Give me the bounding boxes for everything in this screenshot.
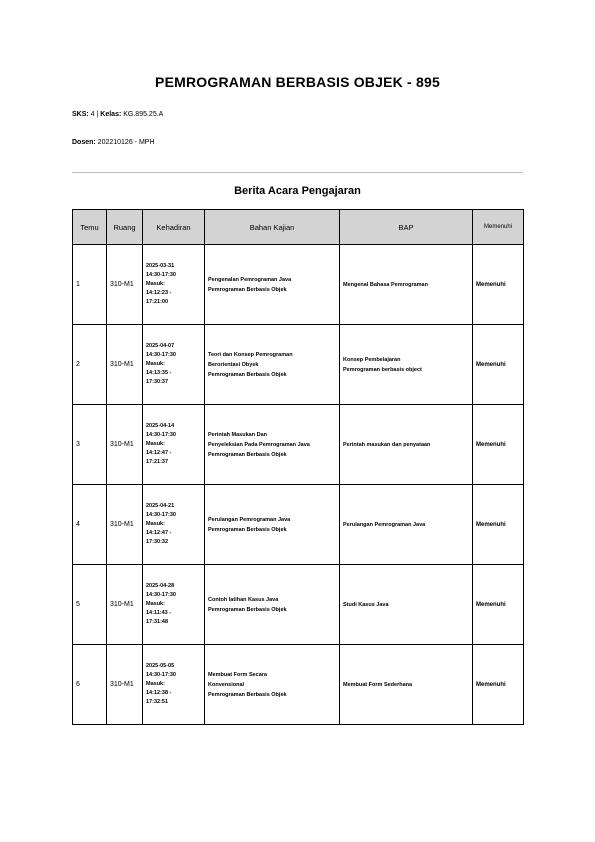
table-row [73, 565, 524, 645]
cell-temu: 4 [73, 485, 107, 565]
kehadiran-schedule: 14:30-17:30 [146, 432, 176, 438]
col-header-bap: BAP [340, 210, 473, 245]
cell-temu: 5 [73, 565, 107, 645]
cell-kehadiran [143, 565, 205, 645]
bahan-line-2: Pemrograman Berbasis Objek [208, 606, 287, 613]
cell-ruang: 310-M1 [107, 645, 143, 725]
section-title: Berita Acara Pengajaran [234, 185, 361, 197]
kehadiran-in-time: 14:12:23 - [146, 290, 172, 296]
kehadiran-in-time: 14:12:47 - [146, 530, 172, 536]
cell-kehadiran [143, 485, 205, 565]
kehadiran-out-time: 17:21:37 [146, 459, 169, 465]
dosen-label: Dosen: [72, 139, 96, 146]
kehadiran-out-time: 17:30:32 [146, 539, 169, 545]
bahan-line-2: Berorientasi Obyek [208, 361, 259, 368]
bap-line-1: Konsep Pembelajaran [343, 356, 401, 363]
bap-line-2: Pemrograman berbasis object [343, 366, 422, 373]
bap-line-1: Perulangan Pemrograman Java [343, 521, 426, 528]
bahan-line-2: Pemrograman Berbasis Objek [208, 286, 287, 293]
kehadiran-date: 2025-04-07 [146, 343, 175, 349]
kehadiran-masuk-label: Masuk: [146, 361, 165, 367]
cell-memenuhi: Memenuhi [473, 405, 524, 485]
kehadiran-in-time: 14:12:38 - [146, 690, 172, 696]
kehadiran-in-time: 14:12:47 - [146, 450, 172, 456]
col-header-temu: Temu [73, 210, 107, 245]
cell-kehadiran [143, 245, 205, 325]
cell-kehadiran [143, 645, 205, 725]
kehadiran-date: 2025-03-31 [146, 263, 175, 269]
kehadiran-out-time: 17:32:51 [146, 699, 169, 705]
bahan-line-1: Perulangan Pemrograman Java [208, 516, 291, 523]
kehadiran-schedule: 14:30-17:30 [146, 592, 176, 598]
kehadiran-in-time: 14:13:35 - [146, 370, 172, 376]
divider [72, 172, 523, 173]
cell-bap [340, 645, 473, 725]
cell-bap [340, 485, 473, 565]
cell-bahan-kajian [205, 565, 340, 645]
col-header-memenuhi: Memenuhi [473, 210, 524, 245]
kehadiran-masuk-label: Masuk: [146, 521, 165, 527]
cell-bap [340, 325, 473, 405]
kehadiran-date: 2025-04-14 [146, 423, 175, 429]
cell-bap [340, 565, 473, 645]
cell-kehadiran [143, 405, 205, 485]
kehadiran-date: 2025-05-05 [146, 663, 175, 669]
cell-temu: 1 [73, 245, 107, 325]
cell-memenuhi: Memenuhi [473, 485, 524, 565]
bahan-line-2: Penyeleksian Pada Pemrograman Java [208, 441, 310, 448]
kehadiran-masuk-label: Masuk: [146, 601, 165, 607]
cell-memenuhi: Memenuhi [473, 565, 524, 645]
col-header-bahan-kajian: Bahan Kajian [205, 210, 340, 245]
cell-ruang: 310-M1 [107, 405, 143, 485]
cell-ruang: 310-M1 [107, 565, 143, 645]
sks-value: 4 | [88, 111, 101, 118]
sks-label: SKS: [72, 111, 89, 118]
kehadiran-masuk-label: Masuk: [146, 281, 165, 287]
kehadiran-out-time: 17:31:48 [146, 619, 169, 625]
cell-temu: 3 [73, 405, 107, 485]
cell-bahan-kajian [205, 325, 340, 405]
bahan-line-1: Perintah Masukan Dan [208, 431, 267, 438]
bahan-line-3: Pemrograman Berbasis Objek [208, 371, 287, 378]
lecturer-meta-line [72, 139, 155, 146]
cell-kehadiran [143, 325, 205, 405]
table-row [73, 485, 524, 565]
cell-memenuhi: Memenuhi [473, 645, 524, 725]
kehadiran-in-time: 14:11:43 - [146, 610, 172, 616]
kehadiran-schedule: 14:30-17:30 [146, 352, 176, 358]
table-row [73, 245, 524, 325]
cell-bahan-kajian [205, 645, 340, 725]
cell-temu: 6 [73, 645, 107, 725]
cell-bap [340, 245, 473, 325]
kehadiran-schedule: 14:30-17:30 [146, 272, 176, 278]
table-header-row [73, 210, 524, 245]
bahan-line-3: Pemrograman Berbasis Objek [208, 691, 287, 698]
bahan-line-2: Konvensional [208, 681, 245, 688]
table-row [73, 645, 524, 725]
bahan-line-3: Pemrograman Berbasis Objek [208, 451, 287, 458]
page-title: PEMROGRAMAN BERBASIS OBJEK - 895 [155, 74, 440, 90]
kelas-value: KG.895.25.A [121, 111, 164, 118]
kehadiran-date: 2025-04-28 [146, 583, 175, 589]
cell-temu: 2 [73, 325, 107, 405]
cell-bap [340, 405, 473, 485]
bahan-line-2: Pemrograman Berbasis Objek [208, 526, 287, 533]
course-meta-line [72, 111, 163, 118]
cell-ruang: 310-M1 [107, 245, 143, 325]
bahan-line-1: Teori dan Konsep Pemrograman [208, 351, 293, 358]
kehadiran-out-time: 17:21:00 [146, 299, 169, 305]
cell-bahan-kajian [205, 245, 340, 325]
kelas-label: Kelas: [100, 111, 122, 118]
bap-line-1: Mengenal Bahasa Pemrograman [343, 281, 428, 288]
table-row [73, 325, 524, 405]
cell-memenuhi: Memenuhi [473, 245, 524, 325]
bahan-line-1: Membuat Form Secara [208, 671, 267, 678]
dosen-value: 202210126 - MPH [95, 139, 155, 146]
col-header-ruang: Ruang [107, 210, 143, 245]
cell-bahan-kajian [205, 405, 340, 485]
kehadiran-masuk-label: Masuk: [146, 441, 165, 447]
kehadiran-masuk-label: Masuk: [146, 681, 165, 687]
kehadiran-out-time: 17:30:37 [146, 379, 169, 385]
cell-ruang: 310-M1 [107, 325, 143, 405]
cell-ruang: 310-M1 [107, 485, 143, 565]
bahan-line-1: Contoh latihan Kasus Java [208, 596, 279, 603]
bap-line-1: Membuat Form Sederhana [343, 681, 413, 688]
cell-bahan-kajian [205, 485, 340, 565]
col-header-kehadiran: Kehadiran [143, 210, 205, 245]
table-row [73, 405, 524, 485]
cell-memenuhi: Memenuhi [473, 325, 524, 405]
bap-line-1: Perintah masukan dan penyataan [343, 441, 431, 448]
kehadiran-schedule: 14:30-17:30 [146, 512, 176, 518]
attendance-table [72, 209, 524, 725]
bahan-line-1: Pengenalan Pemrograman Java [208, 276, 292, 283]
kehadiran-date: 2025-04-21 [146, 503, 175, 509]
kehadiran-schedule: 14:30-17:30 [146, 672, 176, 678]
bap-line-1: Studi Kasus Java [343, 601, 389, 608]
